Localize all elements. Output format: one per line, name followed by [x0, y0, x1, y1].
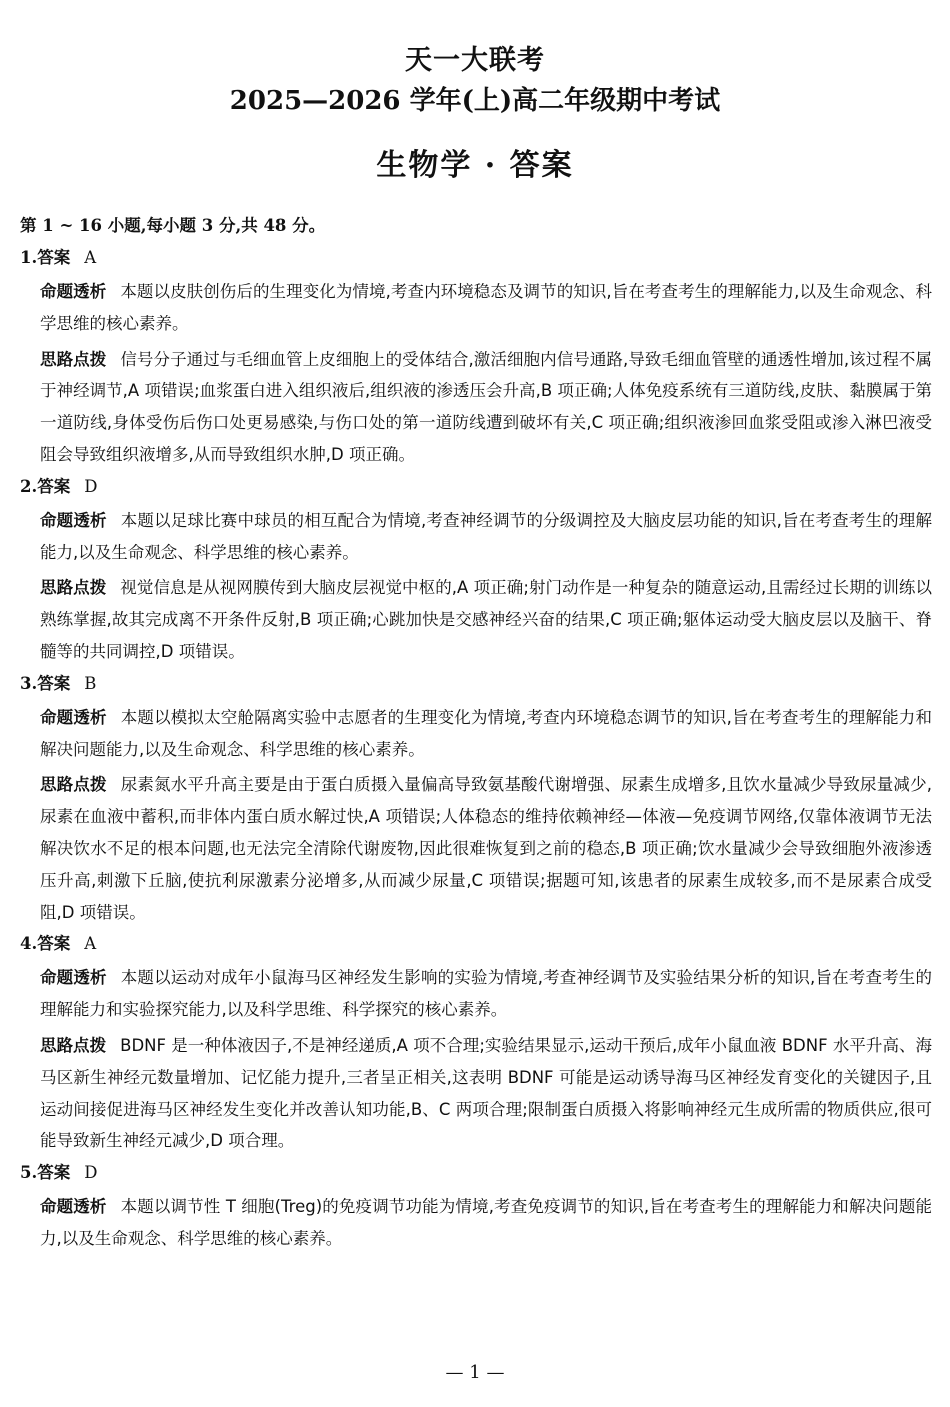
question-number: 1.	[20, 248, 38, 267]
analysis-label: 命题透析	[40, 707, 107, 727]
answer-label: 答案	[37, 248, 71, 267]
hint-label: 思路点拨	[40, 775, 107, 795]
hint-label: 思路点拨	[40, 349, 107, 369]
analysis-label: 命题透析	[40, 968, 107, 988]
answer-value: A	[84, 934, 97, 954]
hint-text: 视觉信息是从视网膜传到大脑皮层视觉中枢的,A 项正确;射门动作是一种复杂的随意运动,且需经过长期的训练以熟练掌握,故其完成离不开条件反射,B 项正确;心跳加快是交感神经兴奋的结果,C 项正确;躯体运动受大脑皮层以及脑干、脊髓等的共同调控,D 项错误。	[40, 578, 932, 661]
question-number: 5.	[20, 1163, 38, 1183]
answer-value: B	[84, 673, 97, 693]
question-5	[20, 1161, 932, 1255]
hint-label: 思路点拨	[40, 1035, 107, 1055]
question-4	[20, 932, 932, 1157]
analysis-text: 本题以皮肤创伤后的生理变化为情境,考查内环境稳态及调节的知识,旨在考查考生的理解能力,以及生命观念、科学思维的核心素养。	[40, 282, 932, 333]
answer-line	[20, 932, 932, 956]
exam-organizer: 天一大联考	[405, 45, 545, 76]
analysis-paragraph	[20, 1191, 932, 1255]
hint-label: 思路点拨	[40, 578, 107, 598]
answer-label: 答案	[37, 476, 71, 496]
answer-value: D	[84, 1163, 98, 1183]
question-2	[20, 475, 932, 668]
question-number: 3.	[20, 673, 38, 693]
analysis-paragraph	[20, 505, 932, 569]
analysis-text: 本题以足球比赛中球员的相互配合为情境,考查神经调节的分级调控及大脑皮层功能的知识,旨在考查考生的理解能力,以及生命观念、科学思维的核心素养。	[40, 510, 932, 562]
answer-label: 答案	[37, 934, 71, 954]
hint-text: BDNF 是一种体液因子,不是神经递质,A 项不合理;实验结果显示,运动干预后,成年小鼠血液 BDNF 水平升高、海马区新生神经元数量增加、记忆能力提升,三者呈正相关,这表明 BDNF 可能是运动诱导海马区神经发育变化的关键因子,且运动间接促进海马区神经发生变化并改善认知功能,B、C 两项合理;限制蛋白质摄入将影响神经元生成所需的物质供应,很可能导致新生神经元减少,D 项合理。	[40, 1035, 933, 1151]
answer-line	[20, 246, 932, 270]
analysis-label: 命题透析	[40, 1197, 107, 1217]
question-3	[20, 672, 932, 929]
analysis-label: 命题透析	[40, 510, 107, 530]
page-number: — 1 —	[445, 1362, 505, 1383]
subject-title: 生物学 · 答案	[376, 148, 574, 183]
answer-label: 答案	[37, 673, 71, 693]
analysis-paragraph	[20, 276, 932, 340]
question-number: 2.	[20, 476, 38, 496]
answer-value: A	[84, 248, 97, 267]
answer-value: D	[84, 476, 98, 496]
answer-line	[20, 1161, 932, 1185]
hint-paragraph	[20, 1030, 932, 1157]
question-number: 4.	[20, 934, 38, 954]
answer-line	[20, 672, 932, 696]
section-intro: 第 1 ~ 16 小题,每小题 3 分,共 48 分。	[20, 216, 326, 235]
analysis-text: 本题以运动对成年小鼠海马区神经发生影响的实验为情境,考查神经调节及实验结果分析的知识,旨在考查考生的理解能力和实验探究能力,以及科学思维、科学探究的核心素养。	[40, 968, 932, 1020]
exam-title: 2025—2026 学年(上)高二年级期中考试	[229, 86, 721, 116]
question-1	[20, 246, 932, 471]
hint-text: 信号分子通过与毛细血管上皮细胞上的受体结合,激活细胞内信号通路,导致毛细血管壁的通透性增加,该过程不属于神经调节,A 项错误;血浆蛋白进入组织液后,组织液的渗透压会升高,B 项正确;人体免疫系统有三道防线,皮肤、黏膜属于第一道防线,身体受伤后伤口处更易感染,与伤口处的第一道防线遭到破坏有关,C 项正确;组织液渗回血浆受阻或渗入淋巴液受阻会导致组织液增多,从而导致组织水肿,D 项正确。	[40, 349, 932, 464]
analysis-text: 本题以模拟太空舱隔离实验中志愿者的生理变化为情境,考查内环境稳态调节的知识,旨在考查考生的理解能力和解决问题能力,以及生命观念、科学思维的核心素养。	[40, 707, 932, 759]
analysis-text: 本题以调节性 T 细胞(Treg)的免疫调节功能为情境,考查免疫调节的知识,旨在考查考生的理解能力和解决问题能力,以及生命观念、科学思维的核心素养。	[40, 1197, 933, 1248]
analysis-paragraph	[20, 962, 932, 1026]
hint-paragraph	[20, 572, 932, 667]
answer-content	[20, 214, 932, 1259]
answer-line	[20, 475, 932, 499]
answer-label: 答案	[37, 1163, 71, 1183]
hint-text: 尿素氮水平升高主要是由于蛋白质摄入量偏高导致氨基酸代谢增强、尿素生成增多,且饮水量减少导致尿量减少,尿素在血液中蓄积,而非体内蛋白质水解过快,A 项错误;人体稳态的维持依赖神经—体液—免疫调节网络,仅靠体液调节无法解决饮水不足的根本问题,也无法完全清除代谢废物,因此很难恢复到之前的稳态,B 项正确;饮水量减少会导致细胞外液渗透压升高,刺激下丘脑,使抗利尿激素分泌增多,从而减少尿量,C 项错误;据题可知,该患者的尿素生成较多,而不是尿素合成受阻,D 项错误。	[40, 775, 932, 922]
analysis-paragraph	[20, 702, 932, 766]
analysis-label: 命题透析	[40, 282, 107, 301]
hint-paragraph	[20, 344, 932, 471]
hint-paragraph	[20, 769, 932, 928]
